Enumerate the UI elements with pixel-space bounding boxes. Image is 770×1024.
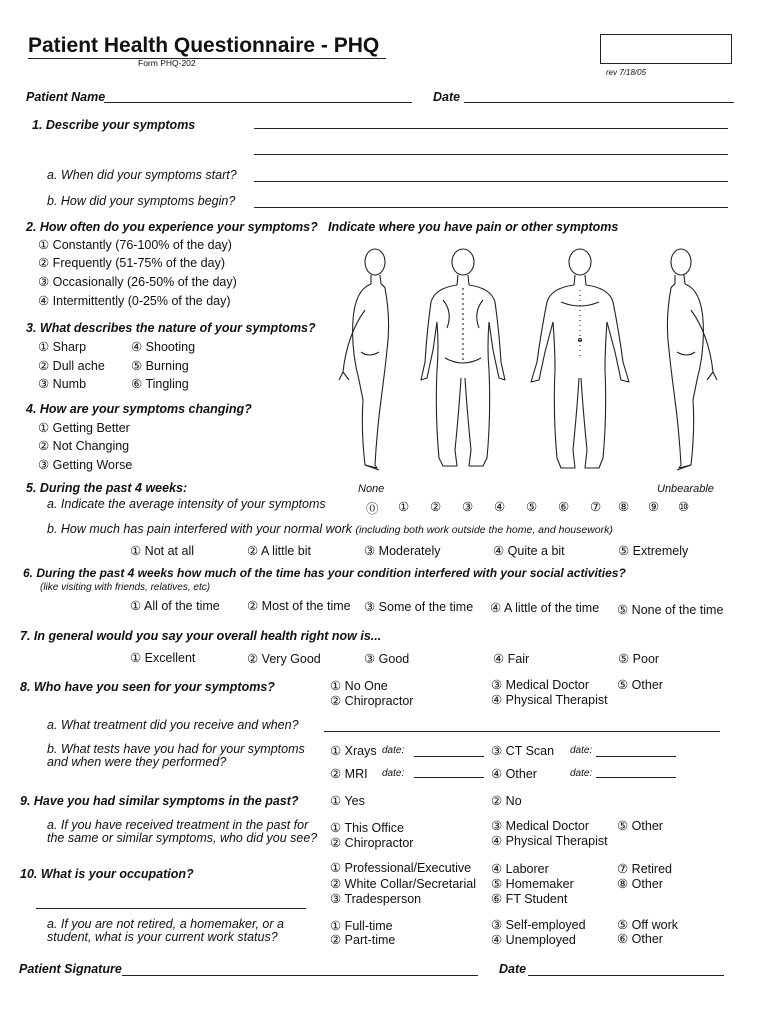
q10-option-ft-student[interactable]: ⑥ FT Student: [491, 892, 568, 906]
ct-date-label: date:: [570, 745, 593, 756]
q7-option-fair[interactable]: ④ Fair: [493, 652, 530, 666]
q5b-label: [47, 522, 613, 536]
q10a-option-unemployed[interactable]: ④ Unemployed: [491, 933, 576, 947]
q9-question: 9. Have you had similar symptoms in the past?: [20, 794, 299, 808]
footer-date-label: Date: [499, 962, 527, 976]
q5b-question: b. How much has pain interfered with your normal work: [47, 522, 352, 536]
q10a-label-line1: a. If you are not retired, a homemaker, or a: [47, 917, 284, 931]
q10-option-tradesperson[interactable]: ③ Tradesperson: [330, 892, 422, 906]
date-field[interactable]: [464, 102, 734, 103]
q3-question: 3. What describes the nature of your symptoms?: [26, 321, 316, 335]
scale-option-3[interactable]: ③: [462, 500, 474, 514]
q3-option-sharp[interactable]: ① Sharp: [38, 340, 87, 354]
q4-question: 4. How are your symptoms changing?: [26, 402, 252, 416]
q8b-label-line2: and when were they performed?: [47, 755, 227, 769]
q5b-option-quite-a-bit[interactable]: ④ Quite a bit: [493, 544, 565, 558]
q3-option-burning[interactable]: ⑤ Burning: [131, 359, 189, 373]
q5b-option-extremely[interactable]: ⑤ Extremely: [618, 544, 689, 558]
q4-option-getting-better[interactable]: ① Getting Better: [38, 421, 130, 435]
q2-question: 2. How often do you experience your symptoms?: [26, 220, 318, 234]
form-number: Form PHQ-202: [138, 58, 196, 68]
q2-option-occasionally[interactable]: ③ Occasionally (26-50% of the day): [38, 275, 237, 289]
q10a-option-part-time[interactable]: ② Part-time: [330, 933, 396, 947]
test-option-ct-scan[interactable]: ③ CT Scan: [491, 744, 555, 758]
test-option-other[interactable]: ④ Other: [491, 767, 537, 781]
footer-date-field[interactable]: [528, 975, 724, 976]
q9a-option-medical-doctor[interactable]: ③ Medical Doctor: [491, 819, 590, 833]
q6-option-little[interactable]: ④ A little of the time: [490, 601, 600, 615]
body-diagram[interactable]: [325, 240, 725, 480]
q9a-option-this-office[interactable]: ① This Office: [330, 821, 404, 835]
q10-answer-line[interactable]: [36, 908, 306, 909]
q3-option-dull-ache[interactable]: ② Dull ache: [38, 359, 105, 373]
q9a-label-line2: the same or similar symptoms, who did you see?: [47, 831, 318, 845]
q10-option-white-collar[interactable]: ② White Collar/Secretarial: [330, 877, 476, 891]
test-option-xrays[interactable]: ① Xrays: [330, 744, 377, 758]
xrays-date-label: date:: [382, 745, 405, 756]
q10-option-professional[interactable]: ① Professional/Executive: [330, 861, 472, 875]
q5b-option-moderately[interactable]: ③ Moderately: [364, 544, 441, 558]
q5b-option-a-little-bit[interactable]: ② A little bit: [247, 544, 312, 558]
title-underline: [28, 58, 386, 59]
q6-question: 6. During the past 4 weeks how much of the time has your condition interfered with your social activities?: [23, 566, 626, 580]
q2-option-intermittently[interactable]: ④ Intermittently (0-25% of the day): [38, 294, 231, 308]
q7-option-very-good[interactable]: ② Very Good: [247, 652, 321, 666]
q8-option-no-one[interactable]: ① No One: [330, 679, 388, 693]
revision-date: rev 7/18/05: [606, 68, 647, 77]
q1-answer-line-2[interactable]: [254, 154, 728, 155]
scale-option-7[interactable]: ⑦: [590, 500, 602, 514]
q10-option-laborer[interactable]: ④ Laborer: [491, 862, 549, 876]
q1b-label: b. How did your symptoms begin?: [47, 194, 236, 208]
q10-option-homemaker[interactable]: ⑤ Homemaker: [491, 877, 574, 891]
q8-option-other[interactable]: ⑤ Other: [617, 678, 663, 692]
q2-option-frequently[interactable]: ② Frequently (51-75% of the day): [38, 256, 225, 270]
scale-option-8[interactable]: ⑧: [618, 500, 630, 514]
q8-option-medical-doctor[interactable]: ③ Medical Doctor: [491, 678, 590, 692]
q6-option-most[interactable]: ② Most of the time: [247, 599, 351, 613]
q8-option-physical-therapist[interactable]: ④ Physical Therapist: [491, 693, 608, 707]
q7-option-excellent[interactable]: ① Excellent: [130, 651, 196, 665]
q6-option-none[interactable]: ⑤ None of the time: [617, 603, 724, 617]
scale-option-1[interactable]: ①: [398, 500, 410, 514]
scale-option-2[interactable]: ②: [430, 500, 442, 514]
q1a-label: a. When did your symptoms start?: [47, 168, 237, 182]
other-test-date-field[interactable]: [596, 777, 676, 778]
scale-option-5[interactable]: ⑤: [526, 500, 538, 514]
q10-question: 10. What is your occupation?: [20, 867, 194, 881]
q10a-option-full-time[interactable]: ① Full-time: [330, 919, 393, 933]
patient-name-label: Patient Name: [26, 90, 106, 104]
figure-side-left[interactable]: [339, 249, 389, 470]
q6-option-some[interactable]: ③ Some of the time: [364, 600, 474, 614]
q7-question: 7. In general would you say your overall health right now is...: [20, 629, 382, 643]
other-date-label: date:: [570, 768, 593, 779]
scale-option-9[interactable]: ⑨: [648, 500, 660, 514]
signature-label: Patient Signature: [19, 962, 122, 976]
q1-question: 1. Describe your symptoms: [32, 118, 196, 132]
q10-option-other[interactable]: ⑧ Other: [617, 877, 663, 891]
scale-option-0[interactable]: ⓪: [366, 502, 379, 516]
q1a-answer-line[interactable]: [254, 181, 728, 182]
q5b-note: (including both work outside the home, and housework): [355, 524, 613, 536]
q9-option-yes[interactable]: ① Yes: [330, 794, 365, 808]
q5-question: 5. During the past 4 weeks:: [26, 481, 188, 495]
q10a-option-self-employed[interactable]: ③ Self-employed: [491, 918, 586, 932]
q8b-label-line1: b. What tests have you had for your symptoms: [47, 742, 305, 756]
scale-unbearable-label: Unbearable: [657, 483, 714, 495]
q10a-option-off-work[interactable]: ⑤ Off work: [617, 918, 678, 932]
q5a-label: a. Indicate the average intensity of your symptoms: [47, 497, 326, 511]
form-title: Patient Health Questionnaire - PHQ: [28, 34, 380, 57]
q6-option-all[interactable]: ① All of the time: [130, 599, 220, 613]
figure-front[interactable]: [531, 249, 629, 468]
q9-option-no[interactable]: ② No: [491, 794, 522, 808]
body-map-label: Indicate where you have pain or other symptoms: [328, 220, 619, 234]
q1b-answer-line[interactable]: [254, 207, 728, 208]
q3-option-numb[interactable]: ③ Numb: [38, 377, 87, 391]
ct-date-field[interactable]: [596, 756, 676, 757]
q1-answer-line-1[interactable]: [254, 128, 728, 129]
office-use-box[interactable]: [600, 34, 732, 64]
q7-option-poor[interactable]: ⑤ Poor: [618, 652, 660, 666]
q4-option-not-changing[interactable]: ② Not Changing: [38, 439, 130, 453]
signature-field[interactable]: [122, 975, 478, 976]
q7-option-good[interactable]: ③ Good: [364, 652, 410, 666]
patient-name-field[interactable]: [104, 102, 412, 103]
date-label: Date: [433, 90, 461, 104]
q4-option-getting-worse[interactable]: ③ Getting Worse: [38, 458, 133, 472]
scale-option-10[interactable]: ⑩: [678, 500, 690, 514]
figure-side-right[interactable]: [667, 249, 717, 470]
q2-option-constantly[interactable]: ① Constantly (76-100% of the day): [38, 238, 232, 252]
scale-option-6[interactable]: ⑥: [558, 500, 570, 514]
q9a-label-line1: a. If you have received treatment in the past for: [47, 818, 309, 832]
figure-back[interactable]: [421, 249, 505, 466]
q8-question: 8. Who have you seen for your symptoms?: [20, 680, 275, 694]
q9a-option-physical-therapist[interactable]: ④ Physical Therapist: [491, 834, 608, 848]
q10a-label-line2: student, what is your current work status?: [47, 930, 278, 944]
q3-option-tingling[interactable]: ⑥ Tingling: [131, 377, 189, 391]
scale-none-label: None: [358, 483, 385, 495]
q8a-answer-line[interactable]: [324, 731, 720, 732]
q6-note: (like visiting with friends, relatives, etc): [40, 582, 211, 593]
q9a-option-chiropractor[interactable]: ② Chiropractor: [330, 836, 414, 850]
q8a-label: a. What treatment did you receive and when?: [47, 718, 299, 732]
scale-option-4[interactable]: ④: [494, 500, 506, 514]
mri-date-label: date:: [382, 768, 405, 779]
mri-date-field[interactable]: [414, 777, 484, 778]
q3-option-shooting[interactable]: ④ Shooting: [131, 340, 196, 354]
test-option-mri[interactable]: ② MRI: [330, 767, 368, 781]
q5b-option-not-at-all[interactable]: ① Not at all: [130, 544, 195, 558]
xrays-date-field[interactable]: [414, 756, 484, 757]
q8-option-chiropractor[interactable]: ② Chiropractor: [330, 694, 414, 708]
q9a-option-other[interactable]: ⑤ Other: [617, 819, 663, 833]
q10a-option-other[interactable]: ⑥ Other: [617, 932, 663, 946]
q10-option-retired[interactable]: ⑦ Retired: [617, 862, 672, 876]
